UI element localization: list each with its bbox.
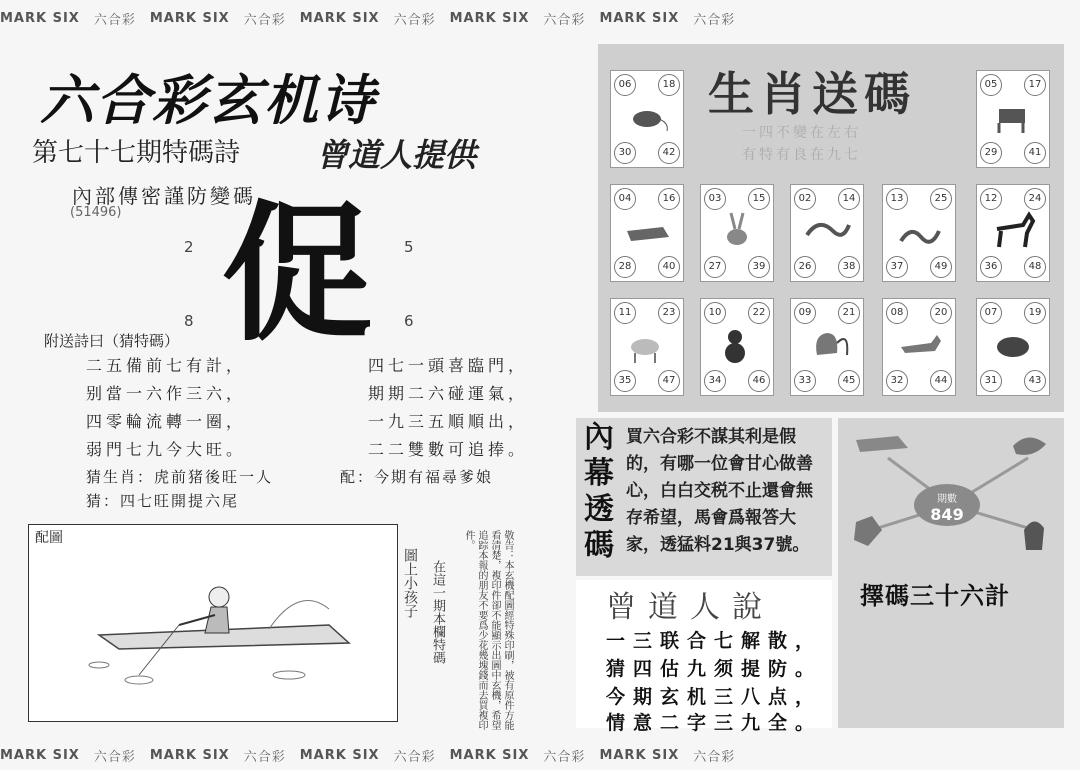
card-number: 38 bbox=[838, 256, 860, 278]
card-number: 18 bbox=[658, 74, 680, 96]
poem-right bbox=[368, 352, 528, 464]
brand-label: 六合彩 bbox=[393, 12, 436, 28]
big-character: 促 bbox=[222, 188, 373, 362]
zodiac-card bbox=[976, 70, 1050, 168]
card-number: 42 bbox=[658, 142, 680, 164]
mark-six-logo: MARK SIX bbox=[449, 10, 530, 26]
period-badge-value: 849 bbox=[930, 505, 964, 524]
poem-line: 一九三五順順出， bbox=[368, 412, 529, 431]
card-number: 19 bbox=[1024, 302, 1046, 324]
mark-six-logo: MARK SIX bbox=[0, 747, 80, 763]
zodiac-card bbox=[610, 70, 684, 168]
zodiac-card bbox=[976, 184, 1050, 282]
card-number: 41 bbox=[1024, 142, 1046, 164]
mark-six-logo: MARK SIX bbox=[449, 747, 530, 763]
brand-label: 六合彩 bbox=[693, 12, 736, 28]
card-number: 32 bbox=[886, 370, 908, 392]
brand-label: 六合彩 bbox=[93, 12, 136, 28]
horse-icon bbox=[989, 211, 1037, 251]
zodiac-card bbox=[790, 298, 864, 396]
illustration-label: 配圖 bbox=[35, 530, 63, 546]
card-number: 47 bbox=[658, 370, 680, 392]
tiger-icon bbox=[623, 211, 671, 251]
corner-number-br: 6 bbox=[404, 312, 414, 330]
card-number: 14 bbox=[838, 188, 860, 210]
bottom-watermark-band bbox=[0, 743, 1080, 767]
mark-six-logo: MARK SIX bbox=[0, 10, 80, 26]
card-number: 15 bbox=[748, 188, 770, 210]
brand-label: 六合彩 bbox=[243, 749, 286, 765]
rooster-icon bbox=[803, 325, 851, 365]
issue-label: 第七十七期特碼詩 bbox=[32, 138, 241, 168]
zodiac-card bbox=[700, 298, 774, 396]
page-title: 六合彩玄机诗 bbox=[40, 69, 376, 132]
picture-caption-2: 在這一期本欄特碼 bbox=[430, 560, 445, 664]
dog-icon bbox=[895, 325, 943, 365]
poem-line: 二二雙數可追捧。 bbox=[368, 440, 529, 459]
zodiac-card bbox=[610, 298, 684, 396]
card-number: 46 bbox=[748, 370, 770, 392]
card-number: 04 bbox=[614, 188, 636, 210]
brand-label: 六合彩 bbox=[693, 749, 736, 765]
card-number: 07 bbox=[980, 302, 1002, 324]
zodiac-card bbox=[882, 298, 956, 396]
mark-six-logo: MARK SIX bbox=[599, 10, 680, 26]
poem-line: 别當一六作三六， bbox=[86, 384, 247, 403]
card-number: 24 bbox=[1024, 188, 1046, 210]
strategy-title: 擇碼三十六計 bbox=[860, 582, 1010, 610]
dragon-icon bbox=[803, 211, 851, 251]
card-number: 49 bbox=[930, 256, 952, 278]
child-on-log-illustration bbox=[29, 525, 397, 721]
saying-line: 猜四估九须提防。 bbox=[606, 658, 823, 680]
card-number: 26 bbox=[794, 256, 816, 278]
card-number: 25 bbox=[930, 188, 952, 210]
zodiac-card bbox=[700, 184, 774, 282]
corner-number-bl: 8 bbox=[184, 312, 194, 330]
poem-left bbox=[86, 352, 246, 464]
poem-line: 二五備前七有計， bbox=[86, 356, 247, 375]
card-number: 40 bbox=[658, 256, 680, 278]
picture-caption-1: 圖上小孩子 bbox=[402, 548, 418, 618]
card-number: 44 bbox=[930, 370, 952, 392]
brand-label: 六合彩 bbox=[243, 12, 286, 28]
pairing-hint: 配：今期有福尋爹娘 bbox=[340, 468, 494, 486]
corner-number-tr: 5 bbox=[404, 238, 414, 256]
card-number: 45 bbox=[838, 370, 860, 392]
card-number: 31 bbox=[980, 370, 1002, 392]
card-number: 20 bbox=[930, 302, 952, 324]
illustration-frame bbox=[28, 524, 398, 722]
card-number: 03 bbox=[704, 188, 726, 210]
saying-line: 情意二字三九全。 bbox=[606, 712, 823, 734]
card-number: 39 bbox=[748, 256, 770, 278]
card-number: 27 bbox=[704, 256, 726, 278]
card-number: 30 bbox=[614, 142, 636, 164]
saying-line: 一三联合七解散， bbox=[606, 630, 823, 652]
provider-label: 曾道人提供 bbox=[316, 136, 477, 174]
zodiac-guess: 猜生肖：虎前猪後旺一人 bbox=[86, 468, 274, 486]
copy-notice: 敬告：本玄機配圖經特殊印刷，被有原件方能看清楚，複印件卻不能顯示出圖中玄機，希望追踪本報的朋友不要爲少花幾塊錢而去買複印件。 bbox=[463, 530, 513, 730]
mark-six-logo: MARK SIX bbox=[299, 10, 380, 26]
card-number: 35 bbox=[614, 370, 636, 392]
zodiac-card bbox=[610, 184, 684, 282]
secret-label: 內部傳密謹防變碼 bbox=[72, 184, 256, 208]
card-number: 11 bbox=[614, 302, 636, 324]
poem-line: 弱門七九今大旺。 bbox=[86, 440, 247, 459]
brand-label: 六合彩 bbox=[93, 749, 136, 765]
card-number: 34 bbox=[704, 370, 726, 392]
strategy-box bbox=[838, 418, 1064, 728]
inside-text: 買六合彩不謀其利是假的，有哪一位會甘心做善心，白白交税不止還會無存希望，馬會爲報答大家，透猛料21與37號。 bbox=[626, 427, 813, 555]
poem-line: 期期二六碰運氣， bbox=[368, 384, 529, 403]
ox-icon bbox=[989, 97, 1037, 137]
monkey-icon bbox=[713, 325, 761, 365]
secret-code: (51496) bbox=[70, 205, 122, 220]
period-badge bbox=[914, 484, 980, 526]
card-number: 17 bbox=[1024, 74, 1046, 96]
brand-label: 六合彩 bbox=[543, 12, 586, 28]
card-number: 33 bbox=[794, 370, 816, 392]
card-number: 06 bbox=[614, 74, 636, 96]
inside-title: 內幕透碼 bbox=[584, 420, 614, 563]
mark-six-logo: MARK SIX bbox=[149, 747, 230, 763]
card-number: 08 bbox=[886, 302, 908, 324]
card-number: 10 bbox=[704, 302, 726, 324]
mark-six-logo: MARK SIX bbox=[299, 747, 380, 763]
snake-icon bbox=[895, 211, 943, 251]
saying-line: 今期玄机三八点， bbox=[606, 686, 823, 708]
card-number: 22 bbox=[748, 302, 770, 324]
card-number: 13 bbox=[886, 188, 908, 210]
rat-icon bbox=[623, 97, 671, 137]
card-number: 29 bbox=[980, 142, 1002, 164]
card-number: 09 bbox=[794, 302, 816, 324]
card-number: 21 bbox=[838, 302, 860, 324]
mark-six-logo: MARK SIX bbox=[599, 747, 680, 763]
period-badge-label: 期數 bbox=[937, 494, 957, 505]
zodiac-subtitle bbox=[742, 122, 861, 166]
poem-heading: 附送詩曰（猜特碼） bbox=[44, 332, 180, 350]
card-number: 23 bbox=[658, 302, 680, 324]
card-number: 48 bbox=[1024, 256, 1046, 278]
zodiac-subtitle-line: 一四不變在左右 bbox=[742, 125, 861, 141]
pig-icon bbox=[989, 325, 1037, 365]
zodiac-card bbox=[882, 184, 956, 282]
card-number: 05 bbox=[980, 74, 1002, 96]
goat-icon bbox=[623, 325, 671, 365]
saying-title: 曾道人說 bbox=[606, 590, 774, 625]
zodiac-card bbox=[976, 298, 1050, 396]
mark-six-logo: MARK SIX bbox=[149, 10, 230, 26]
zodiac-subtitle-line: 有特有良在九七 bbox=[742, 147, 861, 163]
card-number: 16 bbox=[658, 188, 680, 210]
poem-line: 四七一頭喜臨門， bbox=[368, 356, 529, 375]
card-number: 36 bbox=[980, 256, 1002, 278]
zodiac-title: 生肖送碼 bbox=[708, 67, 916, 121]
brand-label: 六合彩 bbox=[543, 749, 586, 765]
brand-label: 六合彩 bbox=[393, 749, 436, 765]
rabbit-icon bbox=[713, 211, 761, 251]
number-guess: 猜：四七旺開提六尾 bbox=[86, 492, 240, 510]
top-watermark-band bbox=[0, 6, 1080, 30]
card-number: 02 bbox=[794, 188, 816, 210]
zodiac-card bbox=[790, 184, 864, 282]
card-number: 43 bbox=[1024, 370, 1046, 392]
poem-line: 四零輪流轉一圈， bbox=[86, 412, 247, 431]
card-number: 28 bbox=[614, 256, 636, 278]
corner-number-tl: 2 bbox=[184, 238, 194, 256]
card-number: 12 bbox=[980, 188, 1002, 210]
card-number: 37 bbox=[886, 256, 908, 278]
